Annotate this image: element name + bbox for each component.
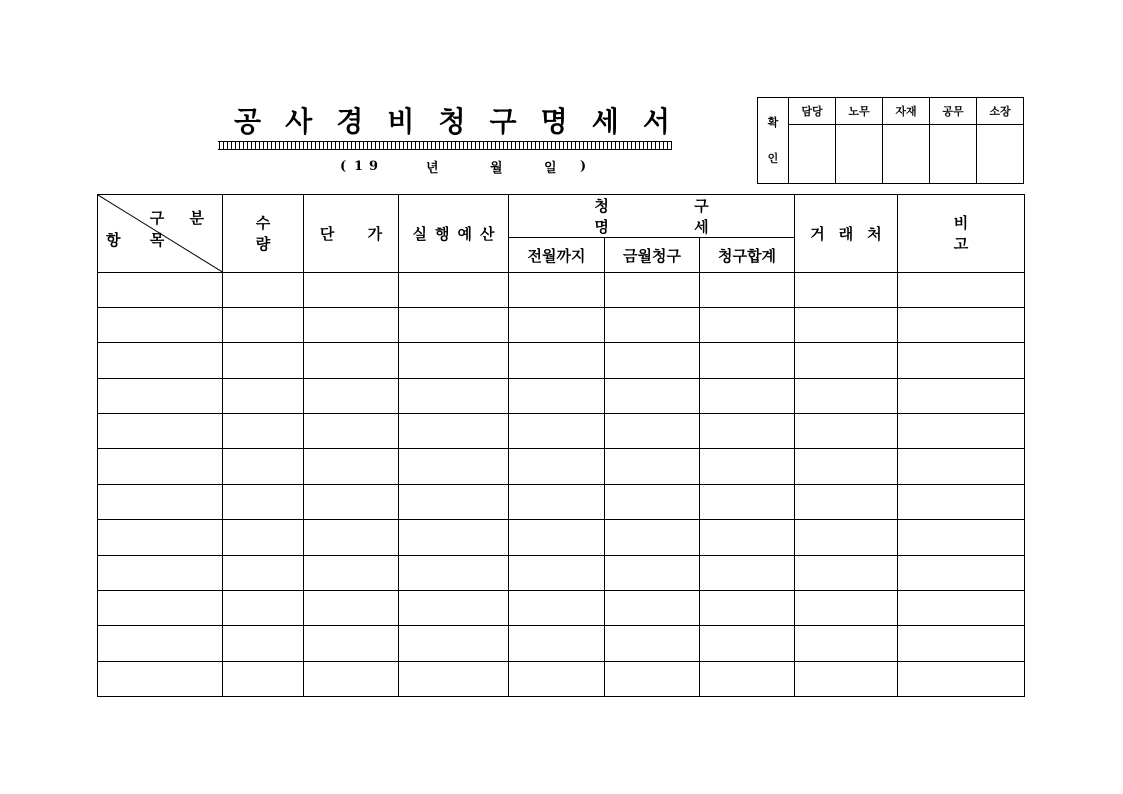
table-cell[interactable] bbox=[605, 308, 700, 343]
approval-box bbox=[757, 97, 1024, 184]
approval-role-site-chief: 소장 bbox=[977, 98, 1024, 125]
table-cell[interactable] bbox=[399, 484, 509, 519]
table-cell[interactable] bbox=[898, 484, 1025, 519]
table-cell[interactable] bbox=[399, 414, 509, 449]
expense-table bbox=[97, 194, 1025, 697]
table-cell[interactable] bbox=[98, 590, 223, 625]
approval-role-manager: 담당 bbox=[789, 98, 836, 125]
table-cell[interactable] bbox=[795, 626, 898, 661]
approval-signature-cell[interactable] bbox=[930, 125, 977, 184]
table-cell[interactable] bbox=[700, 626, 795, 661]
table-cell[interactable] bbox=[98, 626, 223, 661]
table-cell[interactable] bbox=[700, 449, 795, 484]
document-title bbox=[212, 100, 692, 140]
table-cell[interactable] bbox=[98, 449, 223, 484]
date-year-prefix: 19 bbox=[354, 158, 385, 174]
table-row bbox=[98, 661, 1025, 696]
date-close-paren: ) bbox=[580, 158, 587, 174]
table-cell[interactable] bbox=[304, 484, 399, 519]
header-billing-detail: 청 구 명 세 bbox=[509, 195, 795, 238]
table-row bbox=[98, 626, 1025, 661]
table-cell[interactable] bbox=[223, 590, 304, 625]
table-cell[interactable] bbox=[98, 520, 223, 555]
table-cell[interactable] bbox=[223, 626, 304, 661]
table-cell[interactable] bbox=[795, 590, 898, 625]
table-cell[interactable] bbox=[509, 414, 605, 449]
table-cell[interactable] bbox=[399, 449, 509, 484]
table-cell[interactable] bbox=[98, 661, 223, 696]
title-char: 공 bbox=[234, 105, 262, 138]
table-cell[interactable] bbox=[304, 343, 399, 378]
table-cell[interactable] bbox=[304, 308, 399, 343]
table-cell[interactable] bbox=[700, 378, 795, 413]
table-cell[interactable] bbox=[700, 272, 795, 307]
table-cell[interactable] bbox=[795, 414, 898, 449]
table-cell[interactable] bbox=[98, 272, 223, 307]
table-cell[interactable] bbox=[898, 378, 1025, 413]
diagonal-header-cell bbox=[98, 195, 223, 273]
table-body bbox=[98, 272, 1025, 696]
table-cell[interactable] bbox=[700, 308, 795, 343]
table-cell[interactable] bbox=[223, 661, 304, 696]
title-char: 세 bbox=[591, 105, 619, 138]
table-cell[interactable] bbox=[898, 661, 1025, 696]
table-row bbox=[98, 378, 1025, 413]
table-cell[interactable] bbox=[700, 590, 795, 625]
approval-signature-cell[interactable] bbox=[789, 125, 836, 184]
table-cell[interactable] bbox=[399, 661, 509, 696]
table-cell[interactable] bbox=[509, 484, 605, 519]
date-open-paren: ( bbox=[340, 158, 347, 174]
table-cell[interactable] bbox=[898, 343, 1025, 378]
table-cell[interactable] bbox=[795, 308, 898, 343]
table-cell[interactable] bbox=[898, 272, 1025, 307]
table-cell[interactable] bbox=[223, 484, 304, 519]
table-cell[interactable] bbox=[304, 626, 399, 661]
table-cell[interactable] bbox=[509, 555, 605, 590]
table-cell[interactable] bbox=[700, 414, 795, 449]
table-row bbox=[98, 555, 1025, 590]
table-cell[interactable] bbox=[304, 414, 399, 449]
title-char: 사 bbox=[285, 105, 313, 138]
header-quantity: 수 량 bbox=[223, 195, 304, 273]
table-cell[interactable] bbox=[223, 520, 304, 555]
table-cell[interactable] bbox=[795, 378, 898, 413]
table-cell[interactable] bbox=[605, 661, 700, 696]
approval-signature-cell[interactable] bbox=[883, 125, 930, 184]
header-vendor: 거래처 bbox=[795, 195, 898, 273]
title-char: 명 bbox=[540, 105, 568, 138]
table-cell[interactable] bbox=[700, 661, 795, 696]
table-cell[interactable] bbox=[605, 449, 700, 484]
header-remarks: 비 고 bbox=[898, 195, 1025, 273]
table-cell[interactable] bbox=[304, 272, 399, 307]
approval-signature-cell[interactable] bbox=[836, 125, 883, 184]
table-cell[interactable] bbox=[509, 590, 605, 625]
table-cell[interactable] bbox=[605, 590, 700, 625]
table-cell[interactable] bbox=[605, 484, 700, 519]
table-cell[interactable] bbox=[304, 661, 399, 696]
title-char: 구 bbox=[489, 105, 517, 138]
table-cell[interactable] bbox=[98, 414, 223, 449]
table-cell[interactable] bbox=[223, 343, 304, 378]
table-cell[interactable] bbox=[399, 308, 509, 343]
approval-role-construction: 공무 bbox=[930, 98, 977, 125]
table-cell[interactable] bbox=[399, 590, 509, 625]
approval-signature-cell[interactable] bbox=[977, 125, 1024, 184]
table-cell[interactable] bbox=[795, 661, 898, 696]
table-cell[interactable] bbox=[605, 626, 700, 661]
table-cell[interactable] bbox=[605, 343, 700, 378]
table-cell[interactable] bbox=[399, 343, 509, 378]
table-cell[interactable] bbox=[304, 378, 399, 413]
table-cell[interactable] bbox=[399, 626, 509, 661]
table-row bbox=[98, 414, 1025, 449]
table-cell[interactable] bbox=[223, 555, 304, 590]
table-cell[interactable] bbox=[898, 308, 1025, 343]
table-cell[interactable] bbox=[795, 555, 898, 590]
table-cell[interactable] bbox=[605, 555, 700, 590]
table-cell[interactable] bbox=[898, 590, 1025, 625]
table-cell[interactable] bbox=[223, 308, 304, 343]
header-budget: 실행예산 bbox=[399, 195, 509, 273]
header-category: 구 분 bbox=[149, 209, 214, 227]
table-row bbox=[98, 449, 1025, 484]
title-char: 경 bbox=[336, 105, 364, 138]
table-cell[interactable] bbox=[795, 449, 898, 484]
table-cell[interactable] bbox=[304, 449, 399, 484]
table-cell[interactable] bbox=[509, 626, 605, 661]
table-cell[interactable] bbox=[898, 626, 1025, 661]
header-total: 청구합계 bbox=[700, 238, 795, 272]
table-cell[interactable] bbox=[509, 378, 605, 413]
header-prev-month: 전월까지 bbox=[509, 238, 605, 272]
table-cell[interactable] bbox=[223, 449, 304, 484]
table-cell[interactable] bbox=[509, 520, 605, 555]
table-row bbox=[98, 520, 1025, 555]
table-cell[interactable] bbox=[795, 484, 898, 519]
title-char: 서 bbox=[642, 105, 670, 138]
table-cell[interactable] bbox=[399, 378, 509, 413]
table-cell[interactable] bbox=[223, 414, 304, 449]
table-cell[interactable] bbox=[509, 661, 605, 696]
table-cell[interactable] bbox=[795, 343, 898, 378]
table-cell[interactable] bbox=[509, 272, 605, 307]
table-cell[interactable] bbox=[605, 414, 700, 449]
table-row bbox=[98, 484, 1025, 519]
table-cell[interactable] bbox=[898, 520, 1025, 555]
table-cell[interactable] bbox=[509, 308, 605, 343]
table-cell[interactable] bbox=[399, 520, 509, 555]
approval-role-materials: 자재 bbox=[883, 98, 930, 125]
table-cell[interactable] bbox=[898, 555, 1025, 590]
table-cell[interactable] bbox=[98, 308, 223, 343]
table-cell[interactable] bbox=[98, 343, 223, 378]
header-item: 항 목 bbox=[106, 231, 177, 249]
table-cell[interactable] bbox=[605, 378, 700, 413]
table-row bbox=[98, 343, 1025, 378]
table-cell[interactable] bbox=[304, 590, 399, 625]
table-cell[interactable] bbox=[509, 343, 605, 378]
date-day-label: 일 bbox=[544, 160, 557, 176]
table-cell[interactable] bbox=[605, 272, 700, 307]
approval-role-labor: 노무 bbox=[836, 98, 883, 125]
table-cell[interactable] bbox=[98, 484, 223, 519]
table-row bbox=[98, 308, 1025, 343]
table-cell[interactable] bbox=[700, 555, 795, 590]
table-row bbox=[98, 590, 1025, 625]
table-cell[interactable] bbox=[700, 343, 795, 378]
header-this-month: 금월청구 bbox=[605, 238, 700, 272]
table-cell[interactable] bbox=[898, 414, 1025, 449]
header-unit-price: 단 가 bbox=[304, 195, 399, 273]
date-year-label: 년 bbox=[426, 160, 439, 176]
table-cell[interactable] bbox=[700, 520, 795, 555]
table-cell[interactable] bbox=[304, 520, 399, 555]
table-cell[interactable] bbox=[795, 272, 898, 307]
table-cell[interactable] bbox=[795, 520, 898, 555]
table-cell[interactable] bbox=[399, 272, 509, 307]
table-cell[interactable] bbox=[98, 555, 223, 590]
date-month-label: 월 bbox=[490, 160, 503, 176]
title-char: 청 bbox=[438, 105, 466, 138]
table-cell[interactable] bbox=[700, 484, 795, 519]
table-cell[interactable] bbox=[605, 520, 700, 555]
table-cell[interactable] bbox=[399, 555, 509, 590]
table-row bbox=[98, 272, 1025, 307]
title-char: 비 bbox=[387, 105, 415, 138]
title-underline bbox=[218, 141, 672, 150]
table-cell[interactable] bbox=[223, 272, 304, 307]
table-cell[interactable] bbox=[304, 555, 399, 590]
table-cell[interactable] bbox=[509, 449, 605, 484]
table-cell[interactable] bbox=[223, 378, 304, 413]
table-cell[interactable] bbox=[98, 378, 223, 413]
confirm-label: 확 인 bbox=[758, 98, 789, 184]
date-line bbox=[318, 156, 608, 176]
table-cell[interactable] bbox=[898, 449, 1025, 484]
